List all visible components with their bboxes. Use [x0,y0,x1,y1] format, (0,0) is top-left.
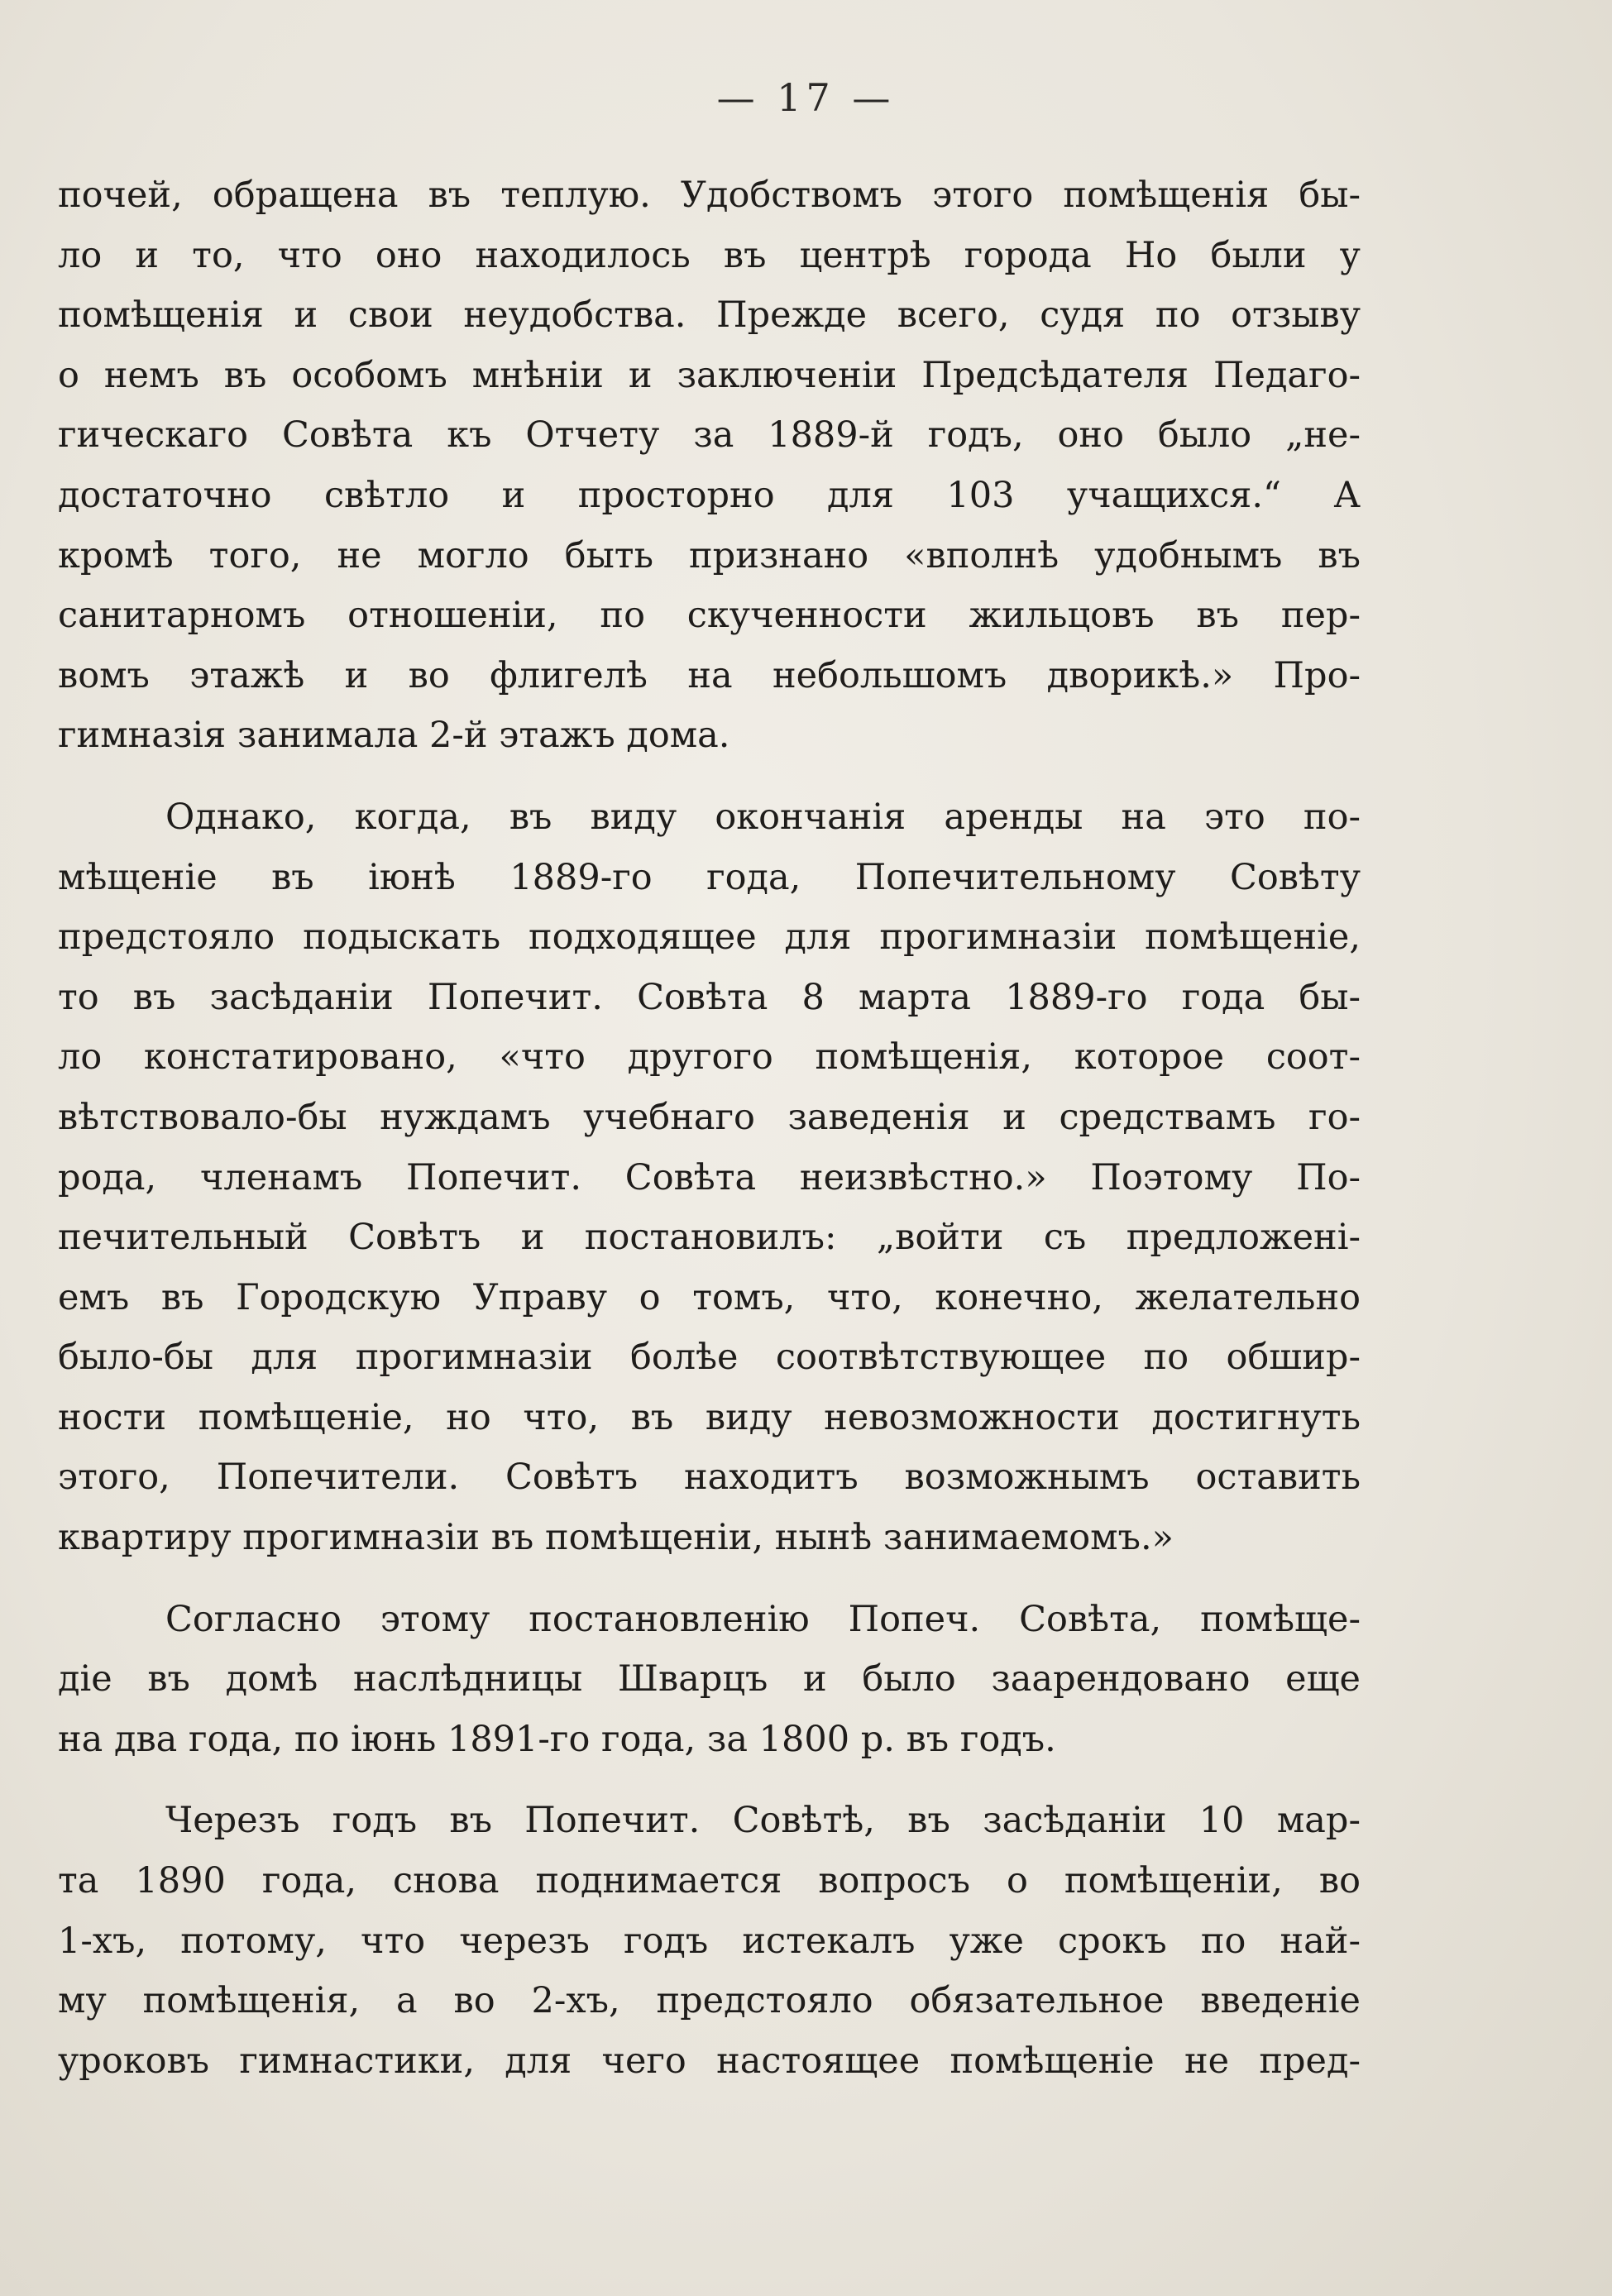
text-line: гимназія занимала 2-й этажъ дома. [58,715,730,757]
text-line: было-бы для прогимназіи болѣе соотвѣтствующее по обшир- [58,1337,1361,1379]
text-line: достаточно свѣтло и просторно для 103 учащихся.“ А [58,474,1361,516]
text-line: ло констатировано, «что другого помѣщенія, которое соот- [58,1036,1361,1079]
text-line: вомъ этажѣ и во флигелѣ на небольшомъ дворикѣ.» Про- [58,654,1361,696]
text-line: му помѣщенія, а во 2-хъ, предстояло обязательное введеніе [58,1980,1361,2022]
text-line: печительный Совѣтъ и постановилъ: „войти съ предложені- [58,1217,1361,1259]
text-line: гическаго Совѣта къ Отчету за 1889-й годъ, оно было „не- [58,414,1361,457]
text-line: почей, обращена въ теплую. Удобствомъ этого помѣщенія бы- [58,175,1361,216]
paragraph-3 [58,1590,1361,1770]
text-line: кромѣ того, не могло быть признано «вполнѣ удобнымъ въ [58,534,1361,576]
text-line: помѣщенія и свои неудобства. Прежде всего, судя по отзыву [58,294,1361,337]
text-line: то въ засѣданіи Попечит. Совѣта 8 марта 1889-го года бы- [58,976,1361,1018]
body-text [58,165,1361,2091]
text-line: Согласно этому постановленію Попеч. Совѣта, помѣще- [165,1598,1361,1640]
text-line: о немъ въ особомъ мнѣніи и заключеніи Предсѣдателя Педаго- [58,354,1361,396]
text-line: этого, Попечители. Совѣтъ находитъ возможнымъ оставить [58,1457,1361,1499]
text-line: мѣщеніе въ іюнѣ 1889-го года, Попечительному Совѣту [58,856,1361,898]
paragraph-4 [58,1791,1361,2091]
text-line: 1-хъ, потому, что черезъ годъ истекалъ уже срокъ по най- [58,1920,1361,1962]
page-number: — 17 — [716,75,896,120]
text-line: ности помѣщеніе, но что, въ виду невозможности достигнуть [58,1396,1361,1438]
paragraph-1 [58,165,1361,766]
text-line: Однако, когда, въ виду окончанія аренды на это по- [165,796,1361,838]
text-line: емъ въ Городскую Управу о томъ, что, конечно, желательно [58,1276,1361,1318]
text-line: на два года, по іюнь 1891-го года, за 1800 р. въ годъ. [58,1718,1056,1760]
text-line: уроковъ гимнастики, для чего настоящее помѣщеніе не пред- [58,2040,1361,2082]
text-line: предстояло подыскать подходящее для прогимназіи помѣщеніе, [58,916,1361,959]
text-line: та 1890 года, снова поднимается вопросъ о помѣщеніи, во [58,1860,1361,1902]
text-line: вѣтствовало-бы нуждамъ учебнаго заведенія и средствамъ го- [58,1096,1361,1138]
text-line: діе въ домѣ наслѣдницы Шварцъ и было заарендовано еще [58,1658,1361,1700]
text-line: рода, членамъ Попечит. Совѣта неизвѣстно.» Поэтому По- [58,1156,1361,1198]
text-line: Черезъ годъ въ Попечит. Совѣтѣ, въ засѣданіи 10 мар- [165,1800,1361,1842]
paragraph-2 [58,787,1361,1568]
text-line: санитарномъ отношеніи, по скученности жильцовъ въ пер- [58,595,1361,637]
text-line: ло и то, что оно находилось въ центрѣ города Но были у [58,234,1361,276]
text-line: квартиру прогимназіи въ помѣщеніи, нынѣ занимаемомъ.» [58,1517,1174,1559]
